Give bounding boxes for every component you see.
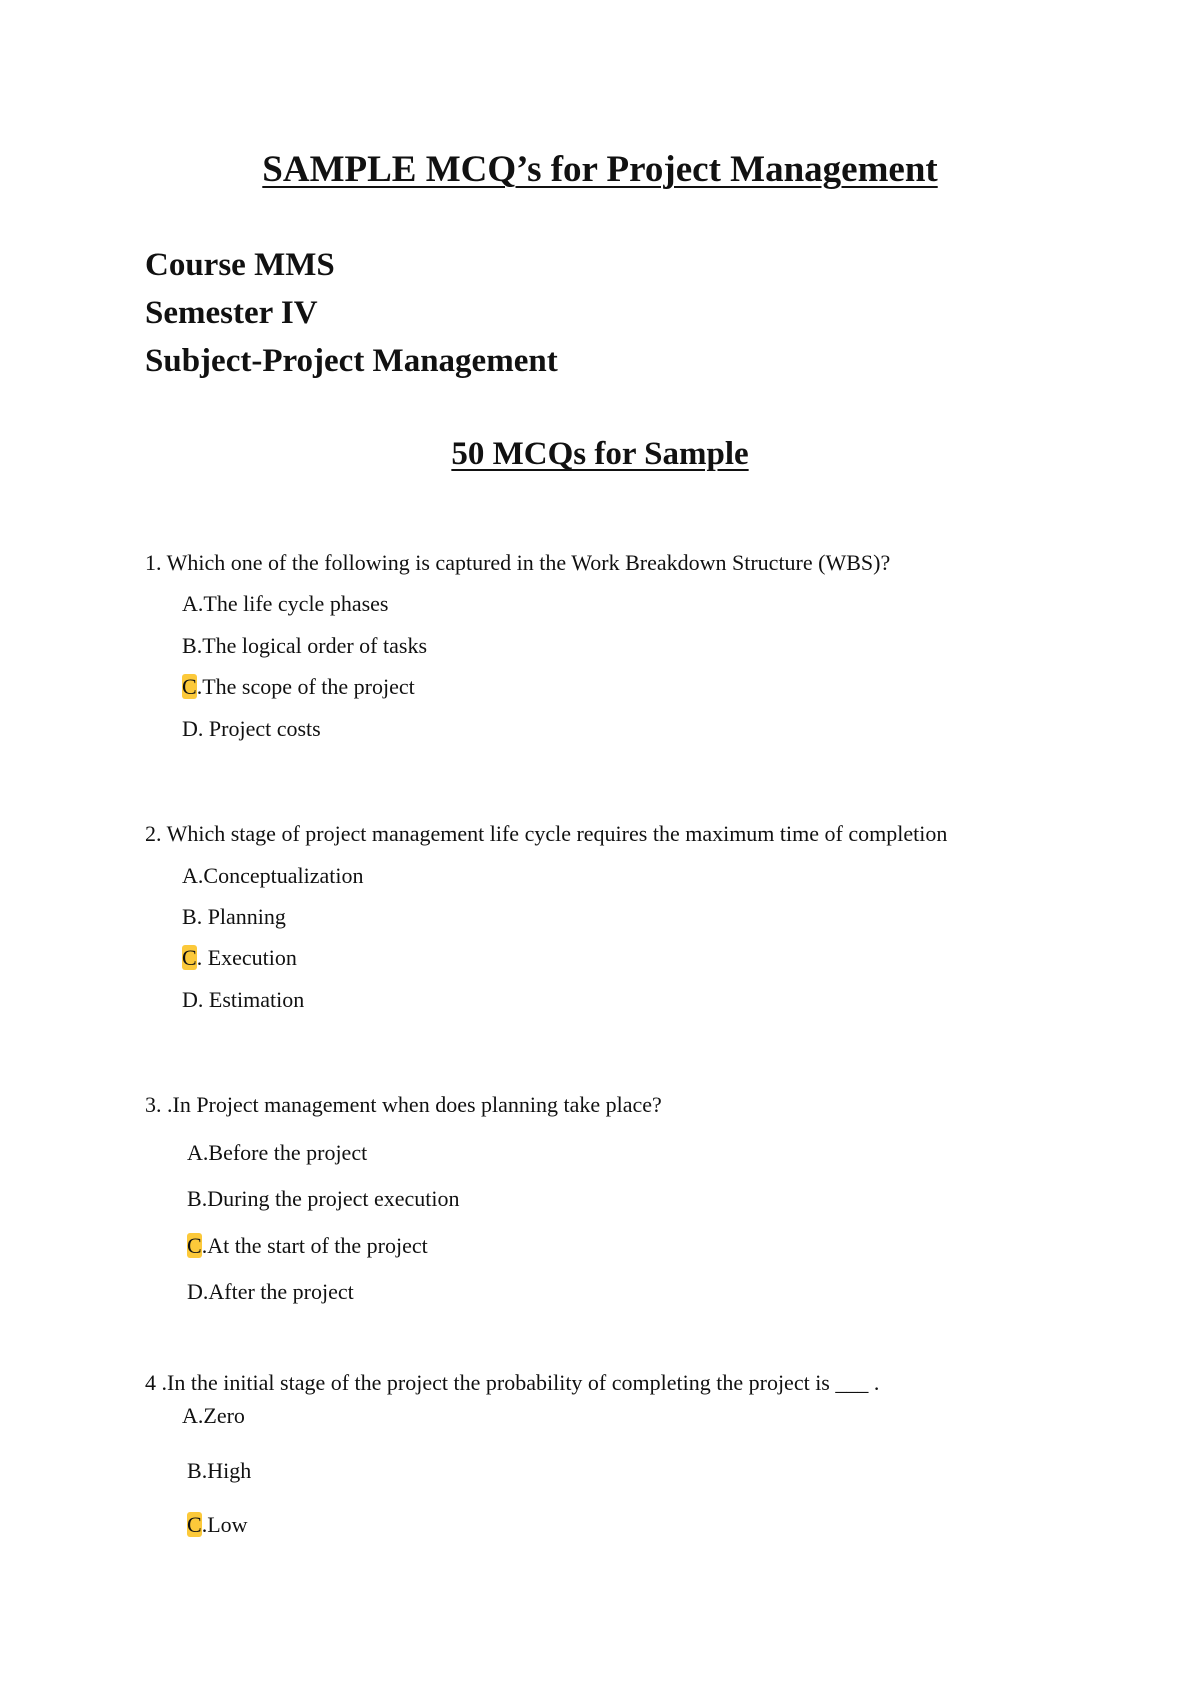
- option-letter: D: [187, 1279, 203, 1304]
- option-text: .High: [201, 1458, 252, 1483]
- question-4-text: 4 .In the initial stage of the project the probability of completing the project is ___ .: [145, 1370, 880, 1395]
- question-2-option-c: [182, 943, 297, 973]
- question-1-option-d: [182, 714, 321, 744]
- subject-label: Subject-Project Management: [145, 343, 558, 379]
- question-3-option-b: [187, 1184, 460, 1214]
- option-letter: B: [187, 1186, 202, 1211]
- option-text: . Estimation: [197, 987, 305, 1012]
- option-letter: D: [182, 716, 198, 741]
- option-text: . Project costs: [197, 716, 321, 741]
- question-1-option-a: [182, 589, 388, 619]
- option-text: .Conceptualization: [197, 863, 364, 888]
- answer-highlight: C: [182, 674, 197, 699]
- option-text: .Before the project: [202, 1140, 368, 1165]
- option-text: .The life cycle phases: [197, 591, 389, 616]
- option-letter: B: [187, 1458, 202, 1483]
- option-letter: A: [182, 863, 198, 888]
- option-letter: D: [182, 987, 198, 1012]
- option-text: .After the project: [202, 1279, 354, 1304]
- option-text: .The logical order of tasks: [196, 633, 427, 658]
- document-title: SAMPLE MCQ’s for Project Management: [262, 149, 938, 190]
- question-1-text: 1. Which one of the following is captured in the Work Breakdown Structure (WBS)?: [145, 550, 891, 575]
- answer-highlight: C: [187, 1233, 202, 1258]
- question-2-option-b: [182, 902, 286, 932]
- option-text: .The scope of the project: [196, 674, 415, 699]
- question-3-option-c: [187, 1231, 428, 1261]
- option-letter: B: [182, 633, 197, 658]
- question-3-option-d: [187, 1277, 354, 1307]
- question-3-option-a: [187, 1138, 367, 1168]
- option-text: . Execution: [196, 945, 297, 970]
- option-text: .Low: [201, 1512, 248, 1537]
- option-text: .During the project execution: [201, 1186, 460, 1211]
- question-2-option-a: [182, 861, 363, 891]
- option-letter: A: [182, 1403, 198, 1428]
- option-letter: B: [182, 904, 197, 929]
- option-letter: A: [187, 1140, 203, 1165]
- question-3-text: 3. .In Project management when does planning take place?: [145, 1092, 662, 1117]
- option-letter: A: [182, 591, 198, 616]
- question-2-text: 2. Which stage of project management life cycle requires the maximum time of completion: [145, 821, 948, 846]
- course-label: Course MMS: [145, 247, 335, 283]
- option-text: .Zero: [197, 1403, 245, 1428]
- question-4-option-a: [182, 1401, 245, 1431]
- section-heading: 50 MCQs for Sample: [451, 436, 749, 472]
- answer-highlight: C: [182, 945, 197, 970]
- question-1-option-c: [182, 672, 415, 702]
- answer-highlight: C: [187, 1512, 202, 1537]
- semester-label: Semester IV: [145, 295, 318, 331]
- question-4-option-c: [187, 1510, 248, 1540]
- option-text: .At the start of the project: [201, 1233, 428, 1258]
- option-text: . Planning: [196, 904, 286, 929]
- question-1-option-b: [182, 631, 427, 661]
- question-4-option-b: [187, 1456, 251, 1486]
- question-2-option-d: [182, 985, 304, 1015]
